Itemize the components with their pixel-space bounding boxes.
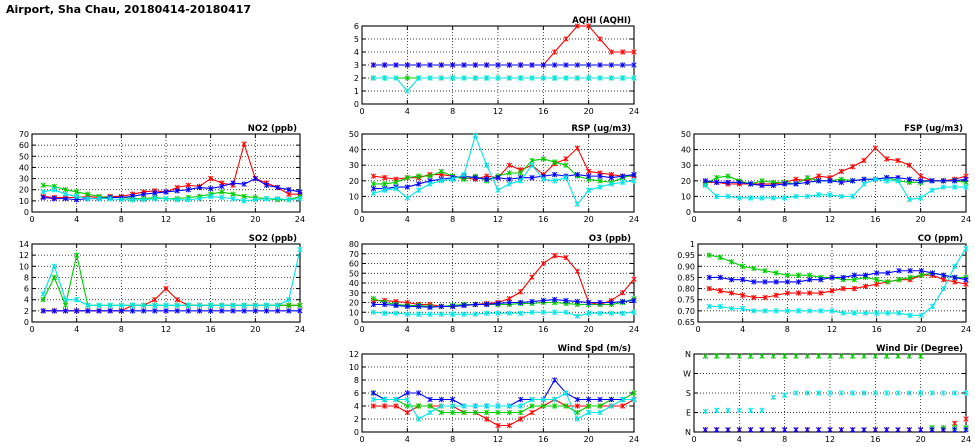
- svg-text:16: 16: [871, 325, 882, 332]
- chart-co: [672, 232, 972, 332]
- svg-text:30: 30: [348, 288, 359, 298]
- svg-text:20: 20: [916, 325, 927, 332]
- svg-text:12: 12: [160, 215, 172, 222]
- chart-so2: [6, 232, 306, 332]
- svg-text:40: 40: [18, 163, 29, 173]
- svg-text:0: 0: [695, 325, 701, 332]
- svg-text:16: 16: [870, 215, 881, 222]
- svg-text:14: 14: [18, 240, 29, 249]
- svg-text:4: 4: [404, 435, 410, 442]
- svg-text:20: 20: [250, 215, 261, 222]
- page-title: Airport, Sha Chau, 20180414-20180417: [6, 3, 252, 16]
- svg-text:6: 6: [353, 389, 359, 398]
- svg-text:24: 24: [628, 215, 640, 222]
- svg-text:1: 1: [353, 87, 359, 96]
- svg-text:CO (ppm): CO (ppm): [917, 234, 963, 244]
- svg-text:6: 6: [23, 284, 29, 294]
- svg-text:12: 12: [492, 107, 504, 114]
- svg-text:4: 4: [404, 325, 410, 332]
- svg-text:4: 4: [23, 295, 29, 305]
- chart-fsp: [672, 122, 972, 222]
- svg-text:12: 12: [492, 435, 504, 442]
- svg-text:20: 20: [18, 185, 29, 195]
- svg-text:24: 24: [960, 325, 972, 332]
- svg-text:5: 5: [353, 35, 359, 44]
- svg-text:2: 2: [353, 415, 359, 424]
- svg-text:4: 4: [736, 435, 742, 442]
- svg-text:50: 50: [18, 152, 29, 162]
- svg-text:12: 12: [824, 215, 836, 222]
- svg-text:4: 4: [74, 215, 80, 222]
- svg-text:12: 12: [160, 325, 172, 332]
- svg-text:20: 20: [250, 325, 261, 332]
- svg-text:24: 24: [628, 325, 640, 332]
- chart-wind-dir: [672, 342, 972, 442]
- svg-text:2: 2: [353, 74, 359, 83]
- svg-text:24: 24: [628, 435, 640, 442]
- svg-text:16: 16: [205, 215, 216, 222]
- svg-text:20: 20: [583, 107, 594, 114]
- svg-text:0.75: 0.75: [677, 295, 695, 305]
- svg-text:50: 50: [680, 130, 691, 139]
- svg-text:20: 20: [348, 298, 359, 308]
- svg-text:8: 8: [782, 215, 788, 222]
- svg-text:50: 50: [348, 269, 359, 279]
- svg-text:30: 30: [18, 174, 29, 184]
- svg-text:0: 0: [353, 318, 359, 327]
- svg-text:SO2 (ppb): SO2 (ppb): [248, 234, 297, 244]
- svg-text:0: 0: [29, 325, 35, 332]
- svg-text:12: 12: [18, 251, 29, 261]
- chart-wind-spd: [340, 342, 640, 442]
- svg-text:8: 8: [23, 273, 29, 283]
- svg-text:16: 16: [538, 435, 549, 442]
- svg-text:0.70: 0.70: [677, 306, 695, 316]
- svg-text:16: 16: [205, 325, 216, 332]
- svg-text:4: 4: [353, 402, 359, 411]
- svg-text:10: 10: [348, 192, 359, 202]
- svg-text:10: 10: [18, 196, 29, 206]
- svg-text:0.80: 0.80: [677, 284, 695, 294]
- svg-text:20: 20: [583, 215, 594, 222]
- svg-text:0: 0: [353, 208, 359, 217]
- svg-text:Wind Spd (m/s): Wind Spd (m/s): [557, 344, 631, 354]
- svg-text:60: 60: [18, 141, 29, 151]
- svg-text:0.95: 0.95: [677, 251, 695, 261]
- chart-no2: [6, 122, 306, 222]
- svg-text:3: 3: [353, 61, 359, 70]
- svg-text:0.65: 0.65: [677, 318, 695, 327]
- svg-text:12: 12: [824, 435, 836, 442]
- svg-text:16: 16: [538, 215, 549, 222]
- svg-text:Wind Dir (Degree): Wind Dir (Degree): [876, 344, 963, 354]
- svg-text:4: 4: [74, 325, 80, 332]
- svg-text:0: 0: [691, 435, 697, 442]
- svg-text:30: 30: [680, 161, 691, 171]
- svg-text:8: 8: [450, 325, 456, 332]
- svg-text:20: 20: [915, 215, 926, 222]
- svg-text:FSP (ug/m3): FSP (ug/m3): [904, 124, 963, 134]
- svg-text:0.90: 0.90: [677, 262, 695, 272]
- chart-o3: [340, 232, 640, 332]
- svg-text:6: 6: [353, 22, 359, 31]
- svg-text:10: 10: [680, 192, 691, 202]
- svg-text:20: 20: [348, 176, 359, 186]
- svg-text:40: 40: [680, 145, 691, 155]
- svg-text:24: 24: [960, 435, 972, 442]
- svg-text:8: 8: [450, 215, 456, 222]
- svg-text:24: 24: [294, 215, 306, 222]
- svg-text:0: 0: [353, 100, 359, 109]
- svg-text:10: 10: [348, 363, 359, 372]
- svg-text:16: 16: [538, 325, 549, 332]
- svg-text:20: 20: [915, 435, 926, 442]
- svg-text:8: 8: [118, 215, 124, 222]
- svg-text:10: 10: [348, 308, 359, 318]
- svg-text:4: 4: [736, 215, 742, 222]
- svg-text:0: 0: [23, 208, 29, 217]
- svg-text:RSP (ug/m3): RSP (ug/m3): [571, 124, 631, 134]
- svg-text:12: 12: [826, 325, 838, 332]
- svg-text:8: 8: [450, 107, 456, 114]
- svg-text:0: 0: [23, 318, 29, 327]
- svg-text:N: N: [685, 350, 691, 359]
- svg-text:8: 8: [118, 325, 124, 332]
- svg-text:0: 0: [691, 215, 697, 222]
- svg-text:0: 0: [353, 428, 359, 437]
- svg-text:W: W: [683, 369, 691, 379]
- svg-text:S: S: [685, 389, 691, 398]
- svg-text:16: 16: [538, 107, 549, 114]
- chart-rsp: [340, 122, 640, 222]
- svg-text:12: 12: [492, 215, 504, 222]
- svg-text:80: 80: [348, 240, 359, 249]
- svg-text:12: 12: [348, 350, 359, 359]
- svg-text:0: 0: [29, 215, 35, 222]
- svg-text:60: 60: [348, 259, 359, 269]
- svg-text:8: 8: [784, 325, 790, 332]
- svg-text:30: 30: [348, 161, 359, 171]
- svg-text:16: 16: [870, 435, 881, 442]
- svg-text:10: 10: [18, 262, 29, 272]
- svg-text:0: 0: [359, 215, 365, 222]
- svg-text:0: 0: [359, 107, 365, 114]
- svg-text:24: 24: [960, 215, 972, 222]
- svg-text:40: 40: [348, 279, 359, 288]
- svg-text:0: 0: [685, 208, 691, 217]
- chart-aqhi: [340, 14, 640, 114]
- svg-text:1: 1: [689, 240, 695, 249]
- svg-text:AQHI (AQHI): AQHI (AQHI): [572, 16, 631, 26]
- svg-text:24: 24: [294, 325, 306, 332]
- svg-text:E: E: [685, 408, 691, 418]
- svg-text:20: 20: [680, 176, 691, 186]
- svg-text:50: 50: [348, 130, 359, 139]
- svg-text:0: 0: [359, 435, 365, 442]
- svg-text:4: 4: [404, 107, 410, 114]
- svg-text:NO2 (ppb): NO2 (ppb): [247, 124, 297, 134]
- svg-text:20: 20: [583, 325, 594, 332]
- svg-text:4: 4: [353, 48, 359, 57]
- svg-text:N: N: [685, 428, 691, 437]
- svg-text:12: 12: [492, 325, 504, 332]
- svg-text:0.85: 0.85: [677, 273, 695, 283]
- svg-text:24: 24: [628, 107, 640, 114]
- svg-text:8: 8: [782, 435, 788, 442]
- svg-text:20: 20: [583, 435, 594, 442]
- svg-text:0: 0: [359, 325, 365, 332]
- svg-text:2: 2: [23, 306, 29, 316]
- svg-text:40: 40: [348, 145, 359, 155]
- svg-text:8: 8: [450, 435, 456, 442]
- svg-text:4: 4: [740, 325, 746, 332]
- svg-text:8: 8: [353, 376, 359, 385]
- svg-text:70: 70: [348, 249, 359, 259]
- svg-text:70: 70: [18, 130, 29, 139]
- svg-text:O3 (ppb): O3 (ppb): [588, 234, 631, 244]
- svg-text:4: 4: [404, 215, 410, 222]
